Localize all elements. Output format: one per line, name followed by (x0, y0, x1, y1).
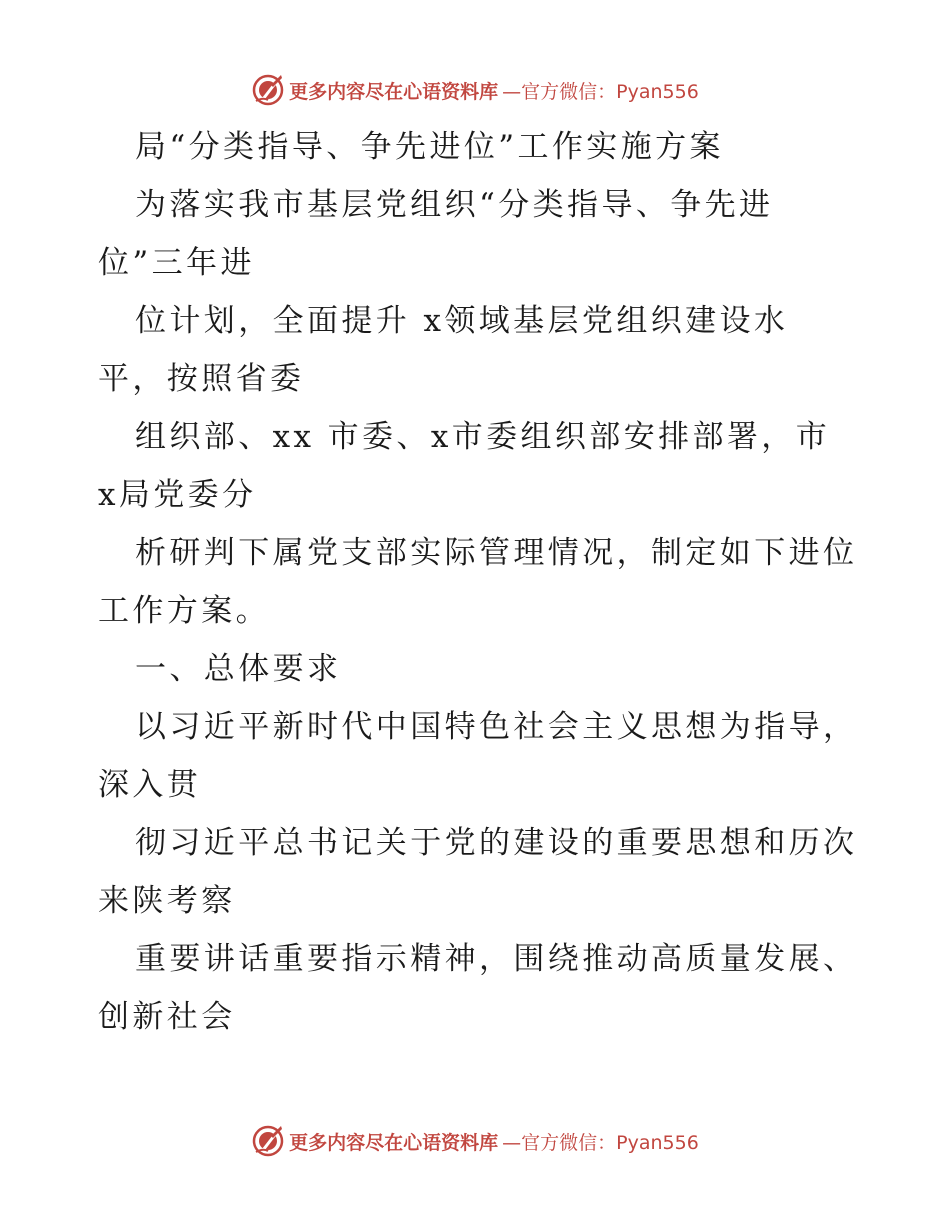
paragraph-line: x局党委分 (98, 477, 257, 513)
paragraph-line: 深入贯 (98, 767, 202, 803)
paragraph-line: 平，按照省委 (98, 361, 305, 397)
paragraph-line: 来陕考察 (98, 883, 236, 919)
paragraph-line: 为落实我市基层党组织“分类指导、争先进 (135, 187, 774, 223)
watermark-contact-text: —官方微信：Pyan556 (502, 1131, 699, 1154)
paragraph-line: 析研判下属党支部实际管理情况，制定如下进位 (135, 535, 858, 571)
paragraph-line: 位计划，全面提升 x领域基层党组织建设水 (135, 303, 789, 339)
document-title: 局“分类指导、争先进位”工作实施方案 (135, 129, 724, 165)
paragraph-line: 以习近平新时代中国特色社会主义思想为指导， (135, 709, 858, 745)
header-watermark (0, 70, 950, 110)
paragraph-line: 组织部、xx 市委、x市委组织部安排部署，市 (135, 419, 831, 455)
section-heading: 一、总体要求 (135, 651, 342, 687)
watermark-contact-text: —官方微信：Pyan556 (502, 80, 699, 103)
paragraph-line: 位”三年进 (98, 245, 255, 281)
paragraph-line: 工作方案。 (98, 593, 270, 629)
quill-pen-icon (251, 73, 285, 107)
footer-watermark (0, 1121, 950, 1161)
paragraph-line: 重要讲话重要指示精神，围绕推动高质量发展、 (135, 941, 858, 977)
quill-pen-icon (251, 1124, 285, 1158)
paragraph-line: 彻习近平总书记关于党的建设的重要思想和历次 (135, 825, 858, 861)
paragraph-line: 创新社会 (98, 999, 236, 1035)
watermark-brand-text: 更多内容尽在心语资料库 (289, 1131, 499, 1154)
watermark-brand-text: 更多内容尽在心语资料库 (289, 80, 499, 103)
